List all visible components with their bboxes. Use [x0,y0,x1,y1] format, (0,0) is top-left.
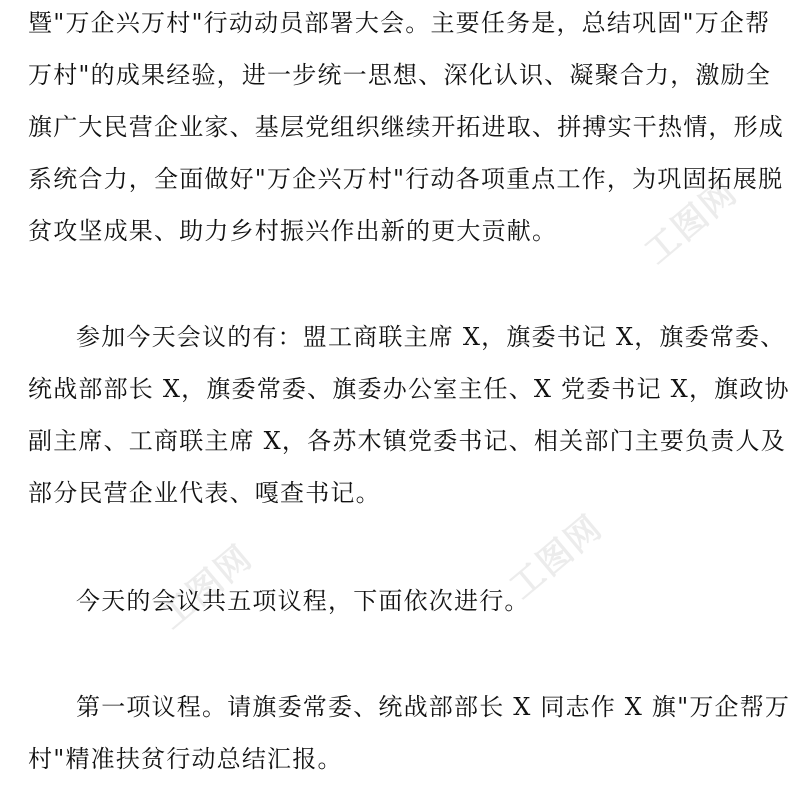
paragraph-4-line-2: 村"精准扶贫行动总结汇报。 [28,745,343,773]
paragraph-1-line-2: 万村"的成果经验，进一步统一思想、深化认识、凝聚合力，激励全 [28,61,772,89]
paragraph-1-line-5: 贫攻坚成果、助力乡村振兴作出新的更大贡献。 [28,217,558,245]
watermark-logo: 工图网 [637,172,746,273]
paragraph-1-line-4: 系统合力，全面做好"万企兴万村"行动各项重点工作，为巩固拓展脱 [28,165,784,193]
watermark-logo: 工图网 [152,537,261,638]
paragraph-2-line-1: 参加今天会议的有：盟工商联主席 X，旗委书记 X，旗委常委、 [76,323,786,351]
paragraph-4-line-1: 第一项议程。请旗委常委、统战部部长 X 同志作 X 旗"万企帮万 [76,693,791,721]
watermark-logo: 工图网 [502,507,611,608]
paragraph-2-line-2: 统战部部长 X，旗委常委、旗委办公室主任、X 党委书记 X，旗政协 [28,375,790,403]
paragraph-1-line-1: 暨"万企兴万村"行动动员部署大会。主要任务是，总结巩固"万企帮 [28,9,771,37]
paragraph-3-line-1: 今天的会议共五项议程，下面依次进行。 [76,587,530,615]
paragraph-1-line-3: 旗广大民营企业家、基层党组织继续开拓进取、拼搏实干热情，形成 [28,113,784,141]
paragraph-2-line-3: 副主席、工商联主席 X，各苏木镇党委书记、相关部门主要负责人及 [28,427,786,455]
paragraph-2-line-4: 部分民营企业代表、嘎查书记。 [28,479,381,507]
